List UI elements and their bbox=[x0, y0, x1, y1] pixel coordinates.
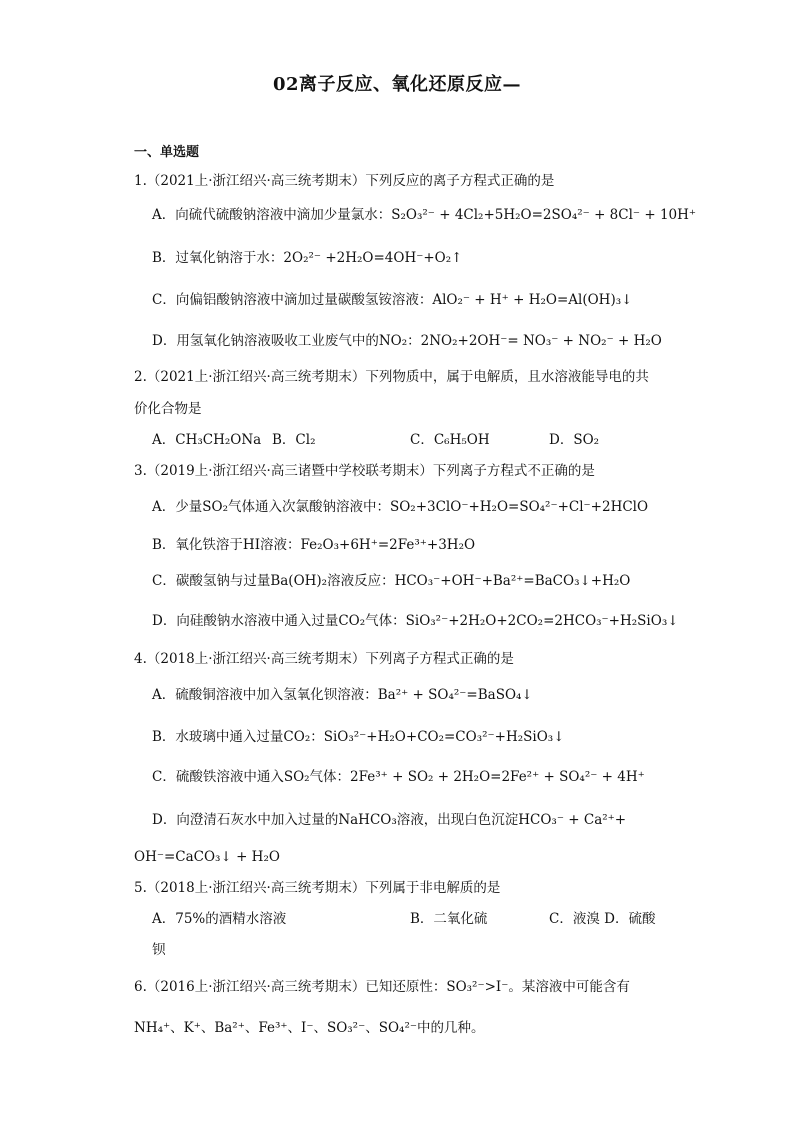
question-1-stem: 1.（2021上·浙江绍兴·高三统考期末）下列反应的离子方程式正确的是 bbox=[134, 173, 555, 189]
question-2-option-a: A．CH₃CH₂ONa bbox=[152, 432, 262, 448]
question-3-stem: 3.（2019上·浙江绍兴·高三诸暨中学校联考期末）下列离子方程式不正确的是 bbox=[134, 463, 595, 479]
page-title: 02离子反应、氧化还原反应— bbox=[272, 74, 522, 95]
question-3-option-c: C．碳酸氢钠与过量Ba(OH)₂溶液反应：HCO₃⁻+OH⁻+Ba²⁺=BaCO₃↓+H₂O bbox=[152, 573, 631, 589]
section-heading: 一、单选题 bbox=[134, 145, 200, 160]
question-1-option-c: C．向偏铝酸钠溶液中滴加过量碳酸氢铵溶液：AlO₂⁻ + H⁺ + H₂O=Al(OH)₃↓ bbox=[152, 292, 633, 308]
question-4-option-d-line-1: D．向澄清石灰水中加入过量的NaHCO₃溶液，出现白色沉淀HCO₃⁻ + Ca²⁺+ bbox=[152, 812, 627, 828]
question-3-option-d: D．向硅酸钠水溶液中通入过量CO₂气体：SiO₃²⁻+2H₂O+2CO₂=2HCO₃⁻+H₂SiO₃↓ bbox=[152, 613, 679, 629]
question-1-option-d-equation: 2NO₂+2OH⁻= NO₃⁻ + NO₂⁻ + H₂O bbox=[420, 333, 662, 349]
question-5-option-a: A．75%的酒精水溶液 bbox=[152, 911, 287, 927]
question-3-option-a: A．少量SO₂气体通入次氯酸钠溶液中：SO₂+3ClO⁻+H₂O=SO₄²⁻+Cl⁻+2HClO bbox=[152, 499, 649, 515]
question-1-option-b: B．过氧化钠溶于水：2O₂²⁻ +2H₂O=4OH⁻+O₂↑ bbox=[152, 250, 463, 266]
question-6-stem-line-1: 6.（2016上·浙江绍兴·高三统考期末）已知还原性：SO₃²⁻>I⁻。某溶液中可能含有 bbox=[134, 979, 630, 995]
question-1-option-d: D．用氢氧化钠溶液吸收工业废气中的NO₂：2NO₂+2OH⁻= NO₃⁻ + NO₂⁻ + H₂O bbox=[152, 333, 662, 349]
question-4-option-b: B．水玻璃中通入过量CO₂：SiO₃²⁻+H₂O+CO₂=CO₃²⁻+H₂SiO₃↓ bbox=[152, 729, 565, 745]
question-2-stem-line-2: 价化合物是 bbox=[134, 401, 202, 417]
question-1-option-a: A．向硫代硫酸钠溶液中滴加少量氯水：S₂O₃²⁻ + 4Cl₂+5H₂O=2SO₄²⁻ + 8Cl⁻ + 10H⁺ bbox=[152, 207, 697, 223]
question-5-option-d-wrap: 钡 bbox=[152, 942, 166, 958]
question-2-stem-line-1: 2.（2021上·浙江绍兴·高三统考期末）下列物质中，属于电解质，且水溶液能导电的共 bbox=[134, 369, 649, 385]
question-5-stem: 5.（2018上·浙江绍兴·高三统考期末）下列属于非电解质的是 bbox=[134, 880, 501, 896]
question-5-option-b: B．二氧化硫 bbox=[410, 911, 488, 927]
question-1-option-c-equation: AlO₂⁻ + H⁺ + H₂O=Al(OH)₃↓ bbox=[432, 292, 633, 308]
question-6-stem-line-2: NH₄⁺、K⁺、Ba²⁺、Fe³⁺、I⁻、SO₃²⁻、SO₄²⁻中的几种。 bbox=[134, 1020, 485, 1036]
question-1-option-a-equation: S₂O₃²⁻ + 4Cl₂+5H₂O=2SO₄²⁻ + 8Cl⁻ + 10H⁺ bbox=[391, 207, 697, 223]
question-4-option-d-line-2: OH⁻=CaCO₃↓ + H₂O bbox=[134, 849, 280, 865]
question-4-option-a: A．硫酸铜溶液中加入氢氧化钡溶液：Ba²⁺ + SO₄²⁻=BaSO₄↓ bbox=[152, 687, 533, 703]
question-2-option-c: C．C₆H₅OH bbox=[410, 432, 490, 448]
question-4-option-c: C．硫酸铁溶液中通入SO₂气体：2Fe³⁺ + SO₂ + 2H₂O=2Fe²⁺ + SO₄²⁻ + 4H⁺ bbox=[152, 769, 645, 785]
question-4-stem: 4.（2018上·浙江绍兴·高三统考期末）下列离子方程式正确的是 bbox=[134, 651, 514, 667]
question-2-option-d: D．SO₂ bbox=[549, 432, 600, 448]
question-5-option-c-d: C．液溴 D．硫酸 bbox=[549, 911, 656, 927]
question-1-option-b-equation: 2O₂²⁻ +2H₂O=4OH⁻+O₂↑ bbox=[283, 250, 463, 266]
question-3-option-b: B．氧化铁溶于HI溶液：Fe₂O₃+6H⁺=2Fe³⁺+3H₂O bbox=[152, 537, 476, 553]
question-2-option-b: B．Cl₂ bbox=[272, 432, 316, 448]
